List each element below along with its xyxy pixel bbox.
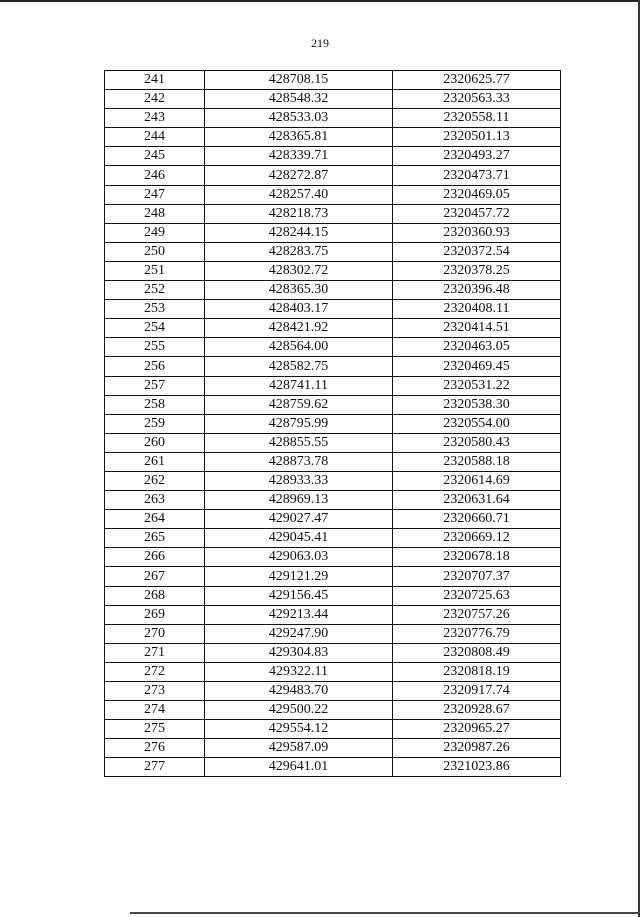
point-number-cell: 259 (105, 414, 205, 433)
table-row (105, 548, 561, 567)
page-bottom-edge (130, 912, 640, 914)
y-coordinate-cell: 2320818.19 (393, 662, 561, 681)
x-coordinate-cell: 428218.73 (205, 204, 393, 223)
y-coordinate-cell: 2320372.54 (393, 242, 561, 261)
y-coordinate-cell: 2320501.13 (393, 128, 561, 147)
x-coordinate-cell: 428339.71 (205, 147, 393, 166)
table-row (105, 281, 561, 300)
x-coordinate-cell: 428365.81 (205, 128, 393, 147)
point-number-cell: 262 (105, 471, 205, 490)
point-number-cell: 276 (105, 739, 205, 758)
point-number-cell: 245 (105, 147, 205, 166)
table-row (105, 701, 561, 720)
table-row (105, 720, 561, 739)
x-coordinate-cell: 428708.15 (205, 71, 393, 90)
coordinates-table (104, 70, 561, 777)
point-number-cell: 270 (105, 624, 205, 643)
table-row (105, 605, 561, 624)
table-row (105, 471, 561, 490)
point-number-cell: 263 (105, 491, 205, 510)
x-coordinate-cell: 428855.55 (205, 433, 393, 452)
point-number-cell: 256 (105, 357, 205, 376)
table-row (105, 71, 561, 90)
x-coordinate-cell: 429156.45 (205, 586, 393, 605)
x-coordinate-cell: 428533.03 (205, 109, 393, 128)
table-row (105, 242, 561, 261)
point-number-cell: 257 (105, 376, 205, 395)
y-coordinate-cell: 2320360.93 (393, 223, 561, 242)
y-coordinate-cell: 2320531.22 (393, 376, 561, 395)
point-number-cell: 249 (105, 223, 205, 242)
y-coordinate-cell: 2320776.79 (393, 624, 561, 643)
point-number-cell: 247 (105, 185, 205, 204)
point-number-cell: 242 (105, 90, 205, 109)
x-coordinate-cell: 429121.29 (205, 567, 393, 586)
y-coordinate-cell: 2320563.33 (393, 90, 561, 109)
y-coordinate-cell: 2320625.77 (393, 71, 561, 90)
y-coordinate-cell: 2320580.43 (393, 433, 561, 452)
y-coordinate-cell: 2320669.12 (393, 529, 561, 548)
table-row (105, 624, 561, 643)
y-coordinate-cell: 2321023.86 (393, 758, 561, 777)
point-number-cell: 274 (105, 701, 205, 720)
table-row (105, 185, 561, 204)
table-row (105, 166, 561, 185)
point-number-cell: 261 (105, 452, 205, 471)
page-number: 219 (311, 36, 329, 50)
point-number-cell: 250 (105, 242, 205, 261)
x-coordinate-cell: 428582.75 (205, 357, 393, 376)
point-number-cell: 266 (105, 548, 205, 567)
y-coordinate-cell: 2320378.25 (393, 261, 561, 280)
point-number-cell: 273 (105, 682, 205, 701)
x-coordinate-cell: 429554.12 (205, 720, 393, 739)
point-number-cell: 248 (105, 204, 205, 223)
table-row (105, 643, 561, 662)
x-coordinate-cell: 428873.78 (205, 452, 393, 471)
y-coordinate-cell: 2320473.71 (393, 166, 561, 185)
table-row (105, 338, 561, 357)
x-coordinate-cell: 429213.44 (205, 605, 393, 624)
x-coordinate-cell: 429483.70 (205, 682, 393, 701)
x-coordinate-cell: 428933.33 (205, 471, 393, 490)
point-number-cell: 252 (105, 281, 205, 300)
table-row (105, 529, 561, 548)
y-coordinate-cell: 2320757.26 (393, 605, 561, 624)
point-number-cell: 267 (105, 567, 205, 586)
y-coordinate-cell: 2320725.63 (393, 586, 561, 605)
x-coordinate-cell: 428403.17 (205, 300, 393, 319)
point-number-cell: 243 (105, 109, 205, 128)
y-coordinate-cell: 2320614.69 (393, 471, 561, 490)
x-coordinate-cell: 428564.00 (205, 338, 393, 357)
table-row (105, 147, 561, 166)
table-row (105, 300, 561, 319)
table-row (105, 376, 561, 395)
point-number-cell: 255 (105, 338, 205, 357)
table-row (105, 510, 561, 529)
y-coordinate-cell: 2320808.49 (393, 643, 561, 662)
x-coordinate-cell: 428272.87 (205, 166, 393, 185)
x-coordinate-cell: 428302.72 (205, 261, 393, 280)
x-coordinate-cell: 428741.11 (205, 376, 393, 395)
table-row (105, 758, 561, 777)
point-number-cell: 260 (105, 433, 205, 452)
point-number-cell: 253 (105, 300, 205, 319)
point-number-cell: 271 (105, 643, 205, 662)
x-coordinate-cell: 428365.30 (205, 281, 393, 300)
x-coordinate-cell: 429063.03 (205, 548, 393, 567)
y-coordinate-cell: 2320554.00 (393, 414, 561, 433)
x-coordinate-cell: 429027.47 (205, 510, 393, 529)
y-coordinate-cell: 2320917.74 (393, 682, 561, 701)
x-coordinate-cell: 429304.83 (205, 643, 393, 662)
point-number-cell: 244 (105, 128, 205, 147)
x-coordinate-cell: 428795.99 (205, 414, 393, 433)
y-coordinate-cell: 2320463.05 (393, 338, 561, 357)
coordinates-table-body (105, 71, 561, 777)
point-number-cell: 265 (105, 529, 205, 548)
table-row (105, 682, 561, 701)
x-coordinate-cell: 429322.11 (205, 662, 393, 681)
x-coordinate-cell: 429587.09 (205, 739, 393, 758)
y-coordinate-cell: 2320457.72 (393, 204, 561, 223)
table-row (105, 586, 561, 605)
y-coordinate-cell: 2320414.51 (393, 319, 561, 338)
y-coordinate-cell: 2320469.05 (393, 185, 561, 204)
table-row (105, 90, 561, 109)
point-number-cell: 268 (105, 586, 205, 605)
x-coordinate-cell: 428969.13 (205, 491, 393, 510)
table-row (105, 567, 561, 586)
x-coordinate-cell: 428548.32 (205, 90, 393, 109)
y-coordinate-cell: 2320588.18 (393, 452, 561, 471)
y-coordinate-cell: 2320558.11 (393, 109, 561, 128)
point-number-cell: 277 (105, 758, 205, 777)
table-row (105, 662, 561, 681)
y-coordinate-cell: 2320707.37 (393, 567, 561, 586)
x-coordinate-cell: 428421.92 (205, 319, 393, 338)
y-coordinate-cell: 2320408.11 (393, 300, 561, 319)
y-coordinate-cell: 2320396.48 (393, 281, 561, 300)
x-coordinate-cell: 428283.75 (205, 242, 393, 261)
table-row (105, 433, 561, 452)
point-number-cell: 254 (105, 319, 205, 338)
y-coordinate-cell: 2320987.26 (393, 739, 561, 758)
y-coordinate-cell: 2320469.45 (393, 357, 561, 376)
y-coordinate-cell: 2320493.27 (393, 147, 561, 166)
table-row (105, 204, 561, 223)
table-row (105, 109, 561, 128)
table-row (105, 414, 561, 433)
y-coordinate-cell: 2320678.18 (393, 548, 561, 567)
y-coordinate-cell: 2320965.27 (393, 720, 561, 739)
table-row (105, 128, 561, 147)
x-coordinate-cell: 429641.01 (205, 758, 393, 777)
point-number-cell: 258 (105, 395, 205, 414)
y-coordinate-cell: 2320538.30 (393, 395, 561, 414)
y-coordinate-cell: 2320928.67 (393, 701, 561, 720)
table-row (105, 452, 561, 471)
point-number-cell: 251 (105, 261, 205, 280)
point-number-cell: 264 (105, 510, 205, 529)
x-coordinate-cell: 429500.22 (205, 701, 393, 720)
table-row (105, 319, 561, 338)
table-row (105, 395, 561, 414)
table-row (105, 357, 561, 376)
point-number-cell: 272 (105, 662, 205, 681)
point-number-cell: 275 (105, 720, 205, 739)
x-coordinate-cell: 428257.40 (205, 185, 393, 204)
table-row (105, 739, 561, 758)
table-row (105, 261, 561, 280)
y-coordinate-cell: 2320631.64 (393, 491, 561, 510)
x-coordinate-cell: 428759.62 (205, 395, 393, 414)
point-number-cell: 246 (105, 166, 205, 185)
table-row (105, 491, 561, 510)
x-coordinate-cell: 428244.15 (205, 223, 393, 242)
point-number-cell: 241 (105, 71, 205, 90)
x-coordinate-cell: 429247.90 (205, 624, 393, 643)
x-coordinate-cell: 429045.41 (205, 529, 393, 548)
page-top-edge (0, 0, 640, 2)
y-coordinate-cell: 2320660.71 (393, 510, 561, 529)
point-number-cell: 269 (105, 605, 205, 624)
table-row (105, 223, 561, 242)
